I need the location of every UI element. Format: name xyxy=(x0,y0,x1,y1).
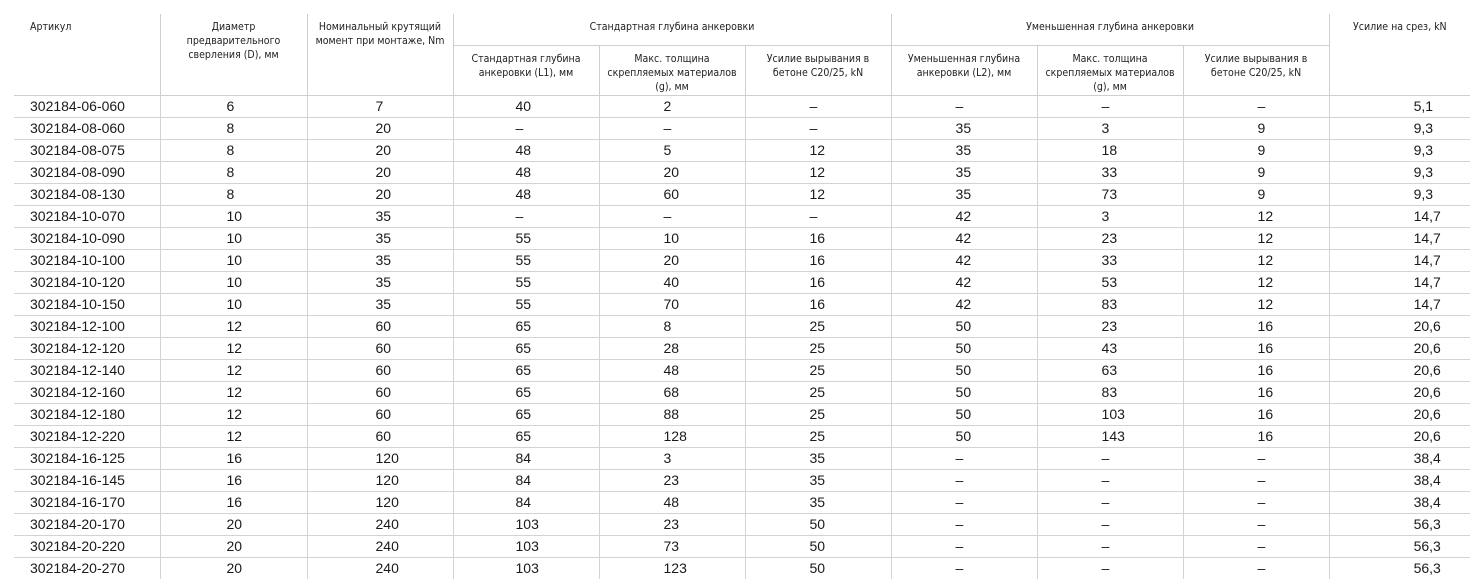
standard-pullout-cell: 25 xyxy=(745,404,891,426)
diameter-cell: 16 xyxy=(160,492,307,514)
standard-thickness-cell: 48 xyxy=(599,492,745,514)
reduced-thickness-cell: 83 xyxy=(1037,294,1183,316)
article-cell: 302184-08-130 xyxy=(14,184,160,206)
table-row xyxy=(14,228,1470,250)
shear-cell: 56,3 xyxy=(1329,514,1470,536)
diameter-cell: 8 xyxy=(160,184,307,206)
reduced-depth-cell: 42 xyxy=(891,228,1037,250)
standard-depth-cell: 40 xyxy=(453,96,599,118)
reduced-pullout-cell: 16 xyxy=(1183,426,1329,448)
reduced-thickness-cell: – xyxy=(1037,96,1183,118)
standard-pullout-cell: 25 xyxy=(745,382,891,404)
reduced-pullout-cell: 12 xyxy=(1183,294,1329,316)
reduced-pullout-cell: 16 xyxy=(1183,316,1329,338)
header-reduced-pullout: Усилие вырывания в бетоне C20/25, kN xyxy=(1183,46,1329,96)
header-standard-depth: Стандартная глубина анкеровки (L1), мм xyxy=(453,46,599,96)
standard-pullout-cell: 25 xyxy=(745,426,891,448)
header-standard-depth-group: Стандартная глубина анкеровки xyxy=(453,14,891,46)
standard-thickness-cell: 3 xyxy=(599,448,745,470)
standard-thickness-cell: 68 xyxy=(599,382,745,404)
reduced-pullout-cell: 9 xyxy=(1183,118,1329,140)
diameter-cell: 8 xyxy=(160,140,307,162)
reduced-depth-cell: 35 xyxy=(891,162,1037,184)
article-cell: 302184-20-220 xyxy=(14,536,160,558)
standard-pullout-cell: 16 xyxy=(745,294,891,316)
diameter-cell: 12 xyxy=(160,382,307,404)
standard-pullout-cell: 25 xyxy=(745,316,891,338)
torque-cell: 35 xyxy=(307,250,453,272)
shear-cell: 20,6 xyxy=(1329,360,1470,382)
standard-depth-cell: 103 xyxy=(453,558,599,580)
standard-pullout-cell: 35 xyxy=(745,492,891,514)
table-row xyxy=(14,140,1470,162)
standard-depth-cell: 65 xyxy=(453,426,599,448)
shear-cell: 9,3 xyxy=(1329,140,1470,162)
reduced-pullout-cell: 12 xyxy=(1183,228,1329,250)
reduced-pullout-cell: – xyxy=(1183,514,1329,536)
reduced-depth-cell: 50 xyxy=(891,316,1037,338)
article-cell: 302184-16-170 xyxy=(14,492,160,514)
diameter-cell: 10 xyxy=(160,272,307,294)
reduced-depth-cell: 42 xyxy=(891,294,1037,316)
article-cell: 302184-12-180 xyxy=(14,404,160,426)
reduced-depth-cell: 35 xyxy=(891,118,1037,140)
shear-cell: 9,3 xyxy=(1329,118,1470,140)
standard-depth-cell: 55 xyxy=(453,294,599,316)
header-reduced-depth: Уменьшенная глубина анкеровки (L2), мм xyxy=(891,46,1037,96)
reduced-pullout-cell: – xyxy=(1183,448,1329,470)
standard-thickness-cell: 88 xyxy=(599,404,745,426)
article-cell: 302184-20-270 xyxy=(14,558,160,580)
reduced-depth-cell: 42 xyxy=(891,272,1037,294)
reduced-depth-cell: 35 xyxy=(891,184,1037,206)
anchor-spec-table xyxy=(14,14,1470,579)
reduced-pullout-cell: 9 xyxy=(1183,162,1329,184)
standard-depth-cell: 65 xyxy=(453,338,599,360)
shear-cell: 56,3 xyxy=(1329,558,1470,580)
standard-thickness-cell: 60 xyxy=(599,184,745,206)
reduced-pullout-cell: 12 xyxy=(1183,206,1329,228)
reduced-depth-cell: 35 xyxy=(891,140,1037,162)
reduced-depth-cell: 50 xyxy=(891,404,1037,426)
standard-depth-cell: 65 xyxy=(453,360,599,382)
article-cell: 302184-10-150 xyxy=(14,294,160,316)
diameter-cell: 20 xyxy=(160,514,307,536)
standard-depth-cell: 55 xyxy=(453,228,599,250)
diameter-cell: 12 xyxy=(160,426,307,448)
torque-cell: 60 xyxy=(307,382,453,404)
standard-thickness-cell: 20 xyxy=(599,162,745,184)
torque-cell: 60 xyxy=(307,426,453,448)
reduced-depth-cell: 50 xyxy=(891,360,1037,382)
reduced-pullout-cell: – xyxy=(1183,558,1329,580)
standard-pullout-cell: 50 xyxy=(745,536,891,558)
article-cell: 302184-12-120 xyxy=(14,338,160,360)
table-row xyxy=(14,448,1470,470)
shear-cell: 14,7 xyxy=(1329,250,1470,272)
shear-cell: 14,7 xyxy=(1329,272,1470,294)
header-article: Артикул xyxy=(14,14,160,96)
standard-pullout-cell: 16 xyxy=(745,250,891,272)
torque-cell: 35 xyxy=(307,228,453,250)
reduced-pullout-cell: – xyxy=(1183,96,1329,118)
reduced-pullout-cell: 9 xyxy=(1183,140,1329,162)
article-cell: 302184-10-070 xyxy=(14,206,160,228)
reduced-depth-cell: – xyxy=(891,514,1037,536)
shear-cell: 38,4 xyxy=(1329,470,1470,492)
torque-cell: 120 xyxy=(307,448,453,470)
torque-cell: 60 xyxy=(307,316,453,338)
reduced-depth-cell: 50 xyxy=(891,338,1037,360)
table-row xyxy=(14,250,1470,272)
article-cell: 302184-16-125 xyxy=(14,448,160,470)
torque-cell: 20 xyxy=(307,118,453,140)
shear-cell: 20,6 xyxy=(1329,382,1470,404)
standard-depth-cell: 84 xyxy=(453,470,599,492)
standard-thickness-cell: 23 xyxy=(599,514,745,536)
table-header xyxy=(14,14,1470,96)
article-cell: 302184-08-075 xyxy=(14,140,160,162)
reduced-thickness-cell: 33 xyxy=(1037,250,1183,272)
standard-thickness-cell: 123 xyxy=(599,558,745,580)
standard-pullout-cell: 35 xyxy=(745,448,891,470)
table-row xyxy=(14,206,1470,228)
shear-cell: 20,6 xyxy=(1329,338,1470,360)
reduced-thickness-cell: 73 xyxy=(1037,184,1183,206)
diameter-cell: 10 xyxy=(160,228,307,250)
standard-thickness-cell: 20 xyxy=(599,250,745,272)
header-shear: Усилие на срез, kN xyxy=(1329,14,1470,96)
standard-depth-cell: 48 xyxy=(453,140,599,162)
standard-pullout-cell: – xyxy=(745,96,891,118)
table-row xyxy=(14,536,1470,558)
standard-depth-cell: 65 xyxy=(453,382,599,404)
reduced-pullout-cell: 16 xyxy=(1183,360,1329,382)
reduced-thickness-cell: 103 xyxy=(1037,404,1183,426)
table-row xyxy=(14,316,1470,338)
reduced-pullout-cell: – xyxy=(1183,492,1329,514)
reduced-depth-cell: – xyxy=(891,492,1037,514)
standard-pullout-cell: 25 xyxy=(745,338,891,360)
standard-depth-cell: 48 xyxy=(453,162,599,184)
standard-pullout-cell: 16 xyxy=(745,272,891,294)
header-standard-pullout: Усилие вырывания в бетоне C20/25, kN xyxy=(745,46,891,96)
shear-cell: 14,7 xyxy=(1329,206,1470,228)
torque-cell: 7 xyxy=(307,96,453,118)
diameter-cell: 10 xyxy=(160,206,307,228)
table-row xyxy=(14,294,1470,316)
table-row xyxy=(14,382,1470,404)
article-cell: 302184-08-090 xyxy=(14,162,160,184)
reduced-depth-cell: – xyxy=(891,536,1037,558)
table-row xyxy=(14,118,1470,140)
diameter-cell: 12 xyxy=(160,404,307,426)
header-diameter: Диаметр предварительного сверления (D), мм xyxy=(160,14,307,96)
standard-thickness-cell: 23 xyxy=(599,470,745,492)
standard-thickness-cell: – xyxy=(599,206,745,228)
article-cell: 302184-12-100 xyxy=(14,316,160,338)
article-cell: 302184-10-100 xyxy=(14,250,160,272)
table-row xyxy=(14,426,1470,448)
reduced-thickness-cell: 23 xyxy=(1037,316,1183,338)
reduced-thickness-cell: – xyxy=(1037,492,1183,514)
reduced-thickness-cell: 83 xyxy=(1037,382,1183,404)
shear-cell: 5,1 xyxy=(1329,96,1470,118)
reduced-thickness-cell: – xyxy=(1037,536,1183,558)
standard-depth-cell: 55 xyxy=(453,250,599,272)
reduced-thickness-cell: – xyxy=(1037,514,1183,536)
header-standard-thickness: Макс. толщина скрепляемых материалов (g), мм xyxy=(599,46,745,96)
standard-depth-cell: 103 xyxy=(453,536,599,558)
article-cell: 302184-06-060 xyxy=(14,96,160,118)
reduced-pullout-cell: 16 xyxy=(1183,382,1329,404)
table-row xyxy=(14,558,1470,580)
reduced-thickness-cell: – xyxy=(1037,558,1183,580)
table-body xyxy=(14,96,1470,580)
standard-thickness-cell: 5 xyxy=(599,140,745,162)
shear-cell: 38,4 xyxy=(1329,492,1470,514)
torque-cell: 35 xyxy=(307,272,453,294)
table-row xyxy=(14,162,1470,184)
reduced-thickness-cell: 143 xyxy=(1037,426,1183,448)
standard-thickness-cell: 73 xyxy=(599,536,745,558)
standard-pullout-cell: 12 xyxy=(745,162,891,184)
torque-cell: 60 xyxy=(307,404,453,426)
standard-thickness-cell: 28 xyxy=(599,338,745,360)
table-row xyxy=(14,514,1470,536)
standard-pullout-cell: 50 xyxy=(745,514,891,536)
shear-cell: 9,3 xyxy=(1329,184,1470,206)
diameter-cell: 12 xyxy=(160,360,307,382)
standard-thickness-cell: 128 xyxy=(599,426,745,448)
reduced-pullout-cell: 16 xyxy=(1183,338,1329,360)
table-row xyxy=(14,96,1470,118)
diameter-cell: 6 xyxy=(160,96,307,118)
reduced-thickness-cell: 18 xyxy=(1037,140,1183,162)
standard-thickness-cell: 48 xyxy=(599,360,745,382)
shear-cell: 56,3 xyxy=(1329,536,1470,558)
reduced-pullout-cell: 12 xyxy=(1183,250,1329,272)
torque-cell: 240 xyxy=(307,514,453,536)
standard-depth-cell: 65 xyxy=(453,404,599,426)
standard-pullout-cell: 12 xyxy=(745,140,891,162)
reduced-depth-cell: 50 xyxy=(891,426,1037,448)
standard-thickness-cell: 70 xyxy=(599,294,745,316)
standard-depth-cell: 65 xyxy=(453,316,599,338)
diameter-cell: 16 xyxy=(160,448,307,470)
article-cell: 302184-12-160 xyxy=(14,382,160,404)
standard-pullout-cell: 12 xyxy=(745,184,891,206)
standard-pullout-cell: – xyxy=(745,206,891,228)
torque-cell: 20 xyxy=(307,162,453,184)
table-row xyxy=(14,404,1470,426)
shear-cell: 38,4 xyxy=(1329,448,1470,470)
article-cell: 302184-08-060 xyxy=(14,118,160,140)
standard-depth-cell: 103 xyxy=(453,514,599,536)
header-reduced-thickness: Макс. толщина скрепляемых материалов (g), мм xyxy=(1037,46,1183,96)
reduced-pullout-cell: 9 xyxy=(1183,184,1329,206)
reduced-depth-cell: 42 xyxy=(891,206,1037,228)
torque-cell: 120 xyxy=(307,470,453,492)
table-row xyxy=(14,360,1470,382)
torque-cell: 35 xyxy=(307,206,453,228)
header-torque: Номинальный крутящий момент при монтаже, Nm xyxy=(307,14,453,96)
reduced-pullout-cell: 12 xyxy=(1183,272,1329,294)
reduced-thickness-cell: 33 xyxy=(1037,162,1183,184)
standard-depth-cell: 48 xyxy=(453,184,599,206)
shear-cell: 9,3 xyxy=(1329,162,1470,184)
diameter-cell: 8 xyxy=(160,162,307,184)
reduced-pullout-cell: 16 xyxy=(1183,404,1329,426)
table-row xyxy=(14,338,1470,360)
torque-cell: 240 xyxy=(307,558,453,580)
diameter-cell: 12 xyxy=(160,316,307,338)
shear-cell: 14,7 xyxy=(1329,294,1470,316)
shear-cell: 20,6 xyxy=(1329,316,1470,338)
standard-depth-cell: 84 xyxy=(453,492,599,514)
reduced-thickness-cell: 3 xyxy=(1037,206,1183,228)
table-row xyxy=(14,492,1470,514)
article-cell: 302184-10-090 xyxy=(14,228,160,250)
reduced-thickness-cell: – xyxy=(1037,470,1183,492)
reduced-pullout-cell: – xyxy=(1183,536,1329,558)
standard-thickness-cell: 8 xyxy=(599,316,745,338)
reduced-depth-cell: – xyxy=(891,470,1037,492)
torque-cell: 240 xyxy=(307,536,453,558)
diameter-cell: 10 xyxy=(160,294,307,316)
reduced-depth-cell: – xyxy=(891,96,1037,118)
standard-depth-cell: 84 xyxy=(453,448,599,470)
torque-cell: 35 xyxy=(307,294,453,316)
article-cell: 302184-10-120 xyxy=(14,272,160,294)
standard-pullout-cell: 25 xyxy=(745,360,891,382)
standard-thickness-cell: 40 xyxy=(599,272,745,294)
reduced-thickness-cell: 63 xyxy=(1037,360,1183,382)
shear-cell: 20,6 xyxy=(1329,426,1470,448)
standard-depth-cell: – xyxy=(453,206,599,228)
reduced-thickness-cell: 23 xyxy=(1037,228,1183,250)
torque-cell: 20 xyxy=(307,140,453,162)
table-row xyxy=(14,272,1470,294)
standard-thickness-cell: 2 xyxy=(599,96,745,118)
article-cell: 302184-20-170 xyxy=(14,514,160,536)
reduced-thickness-cell: 43 xyxy=(1037,338,1183,360)
torque-cell: 120 xyxy=(307,492,453,514)
diameter-cell: 20 xyxy=(160,558,307,580)
article-cell: 302184-12-140 xyxy=(14,360,160,382)
article-cell: 302184-12-220 xyxy=(14,426,160,448)
diameter-cell: 16 xyxy=(160,470,307,492)
standard-pullout-cell: – xyxy=(745,118,891,140)
article-cell: 302184-16-145 xyxy=(14,470,160,492)
reduced-thickness-cell: 3 xyxy=(1037,118,1183,140)
table-row xyxy=(14,184,1470,206)
reduced-pullout-cell: – xyxy=(1183,470,1329,492)
torque-cell: 20 xyxy=(307,184,453,206)
diameter-cell: 10 xyxy=(160,250,307,272)
torque-cell: 60 xyxy=(307,338,453,360)
reduced-depth-cell: – xyxy=(891,448,1037,470)
standard-pullout-cell: 16 xyxy=(745,228,891,250)
diameter-cell: 20 xyxy=(160,536,307,558)
shear-cell: 14,7 xyxy=(1329,228,1470,250)
standard-depth-cell: – xyxy=(453,118,599,140)
standard-pullout-cell: 50 xyxy=(745,558,891,580)
standard-depth-cell: 55 xyxy=(453,272,599,294)
diameter-cell: 12 xyxy=(160,338,307,360)
table-row xyxy=(14,470,1470,492)
standard-pullout-cell: 35 xyxy=(745,470,891,492)
diameter-cell: 8 xyxy=(160,118,307,140)
reduced-depth-cell: 50 xyxy=(891,382,1037,404)
reduced-thickness-cell: 53 xyxy=(1037,272,1183,294)
standard-thickness-cell: – xyxy=(599,118,745,140)
shear-cell: 20,6 xyxy=(1329,404,1470,426)
header-reduced-depth-group: Уменьшенная глубина анкеровки xyxy=(891,14,1329,46)
reduced-depth-cell: – xyxy=(891,558,1037,580)
reduced-thickness-cell: – xyxy=(1037,448,1183,470)
torque-cell: 60 xyxy=(307,360,453,382)
standard-thickness-cell: 10 xyxy=(599,228,745,250)
reduced-depth-cell: 42 xyxy=(891,250,1037,272)
